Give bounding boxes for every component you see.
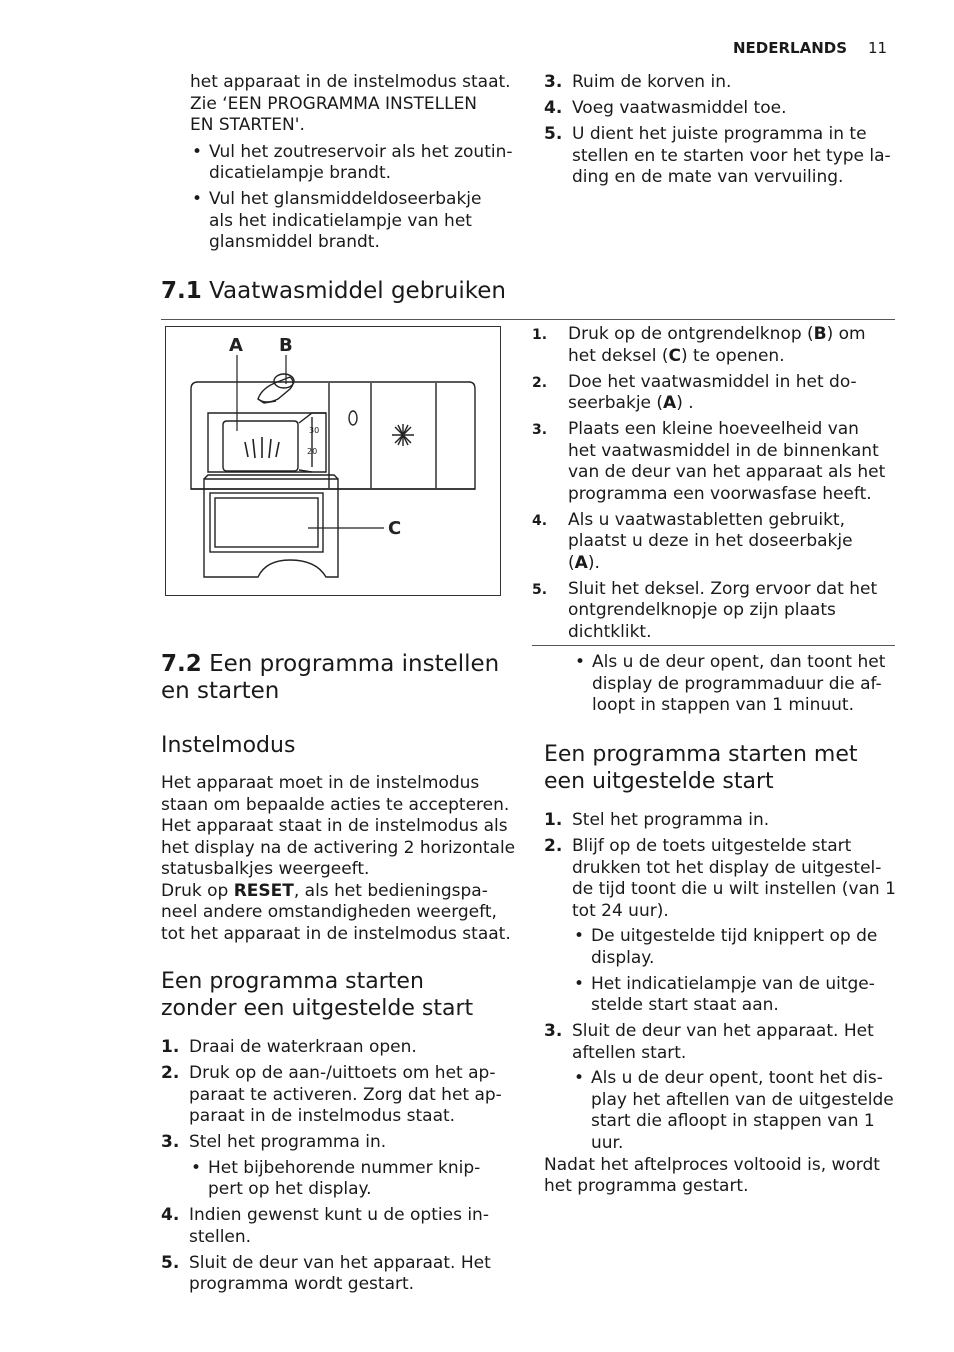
text-line: • Als u de deur opent, toont het dis- xyxy=(591,1068,883,1088)
text-line: dicatielampje brandt. xyxy=(209,163,392,183)
section-title-text: Een programma instellen xyxy=(209,651,500,677)
section-number: 7.2 xyxy=(161,651,202,677)
text-line: display. xyxy=(591,947,655,968)
text-line: stelde start staat aan. xyxy=(591,995,779,1015)
text-line: Sluit de deur van het apparaat. Het xyxy=(189,1252,491,1273)
text-line: ding en de mate van vervuiling. xyxy=(572,167,844,187)
text-line: Indien gewenst kunt u de opties in- xyxy=(189,1205,489,1225)
text-line: staan om bepaalde acties te accepteren. xyxy=(161,794,510,815)
text-line: start die afloopt in stappen van 1 xyxy=(591,1111,875,1131)
text-line: seerbakje (A) . xyxy=(568,393,694,413)
text-line: Het apparaat moet in de instelmodus xyxy=(161,773,480,793)
list-item xyxy=(573,652,903,717)
text-line: het deksel (C) te openen. xyxy=(568,345,785,366)
list-item xyxy=(544,124,904,189)
text-line: programma wordt gestart. xyxy=(189,1274,415,1294)
text-line: stellen. xyxy=(189,1226,252,1247)
met-heading: Een programma starten met een uitgestelde start xyxy=(544,742,858,794)
text-line: Druk op RESET, als het bedieningspa- xyxy=(161,880,488,901)
header-page-number: 11 xyxy=(868,39,888,57)
instelmodus-body xyxy=(161,773,531,945)
list-item xyxy=(190,189,520,254)
text-line: (A). xyxy=(568,552,600,573)
step-number: 2. xyxy=(532,374,548,391)
section-rule xyxy=(532,645,895,646)
text-line: Doe het vaatwasmiddel in het do- xyxy=(568,371,857,392)
step-number: 3. xyxy=(544,72,563,92)
list-item xyxy=(161,1205,531,1248)
figure-label-c: C xyxy=(388,518,402,539)
zonder-heading: Een programma starten zonder een uitgestelde start xyxy=(161,969,474,1021)
step-number: 5. xyxy=(532,581,548,598)
list-item xyxy=(544,98,904,120)
step-number: 4. xyxy=(544,98,563,118)
detergent-dispenser-figure xyxy=(165,326,501,596)
intro-line: Zie ‘EEN PROGRAMMA INSTELLEN xyxy=(190,93,478,114)
list-item xyxy=(532,324,902,367)
step-number: 2. xyxy=(161,1063,180,1083)
text-line: stellen en te starten voor het type la- xyxy=(572,145,891,166)
step-number: 4. xyxy=(532,512,548,529)
section-title-text: en starten xyxy=(161,678,280,704)
intro-left xyxy=(190,72,520,258)
text-line: het vaatwasmiddel in de binnenkant xyxy=(568,440,879,461)
text-line: het display na de activering 2 horizontale xyxy=(161,837,516,858)
text-line: van de deur van het apparaat als het xyxy=(568,462,886,482)
step-number: 3. xyxy=(544,1021,563,1041)
step-number: 3. xyxy=(532,422,548,438)
text-line: Sluit het deksel. Zorg ervoor dat het xyxy=(568,578,878,599)
text-line: het programma gestart. xyxy=(544,1176,749,1196)
text-line: programma een voorwasfase heeft. xyxy=(568,483,872,504)
detergent-symbol xyxy=(245,437,279,458)
list-item xyxy=(544,72,904,94)
text-line: • Het indicatielampje van de uitge- xyxy=(591,973,875,994)
intro-bullets xyxy=(190,142,520,254)
text-line: loopt in stappen van 1 minuut. xyxy=(592,695,854,715)
text-line: als het indicatielampje van het xyxy=(209,210,472,231)
text-line: ontgrendelknopje op zijn plaats xyxy=(568,600,836,620)
list-item xyxy=(532,419,902,505)
list-item xyxy=(189,1158,531,1201)
list-item xyxy=(572,974,904,1017)
intro-line: EN STARTEN'. xyxy=(190,115,305,135)
text-line: play het aftellen van de uitgestelde xyxy=(591,1089,894,1110)
text-line: statusbalkjes weergeeft. xyxy=(161,859,370,879)
text-line: • De uitgestelde tijd knippert op de xyxy=(591,926,878,946)
step-number: 1. xyxy=(161,1037,180,1057)
list-item xyxy=(161,1063,531,1128)
text-line: tot 24 uur). xyxy=(572,900,669,921)
list-item xyxy=(161,1253,531,1296)
text-line: paraat te activeren. Zorg dat het ap- xyxy=(189,1084,502,1105)
text-line: paraat in de instelmodus staat. xyxy=(189,1106,456,1126)
header-language: NEDERLANDS xyxy=(733,39,848,57)
step-number: 1. xyxy=(544,810,563,830)
text-line: Voeg vaatwasmiddel toe. xyxy=(572,98,787,118)
text-line: Stel het programma in. xyxy=(189,1132,387,1152)
section-7-1-title xyxy=(161,277,506,305)
text-line: Druk op de ontgrendelknop (B) om xyxy=(568,324,866,344)
scale-label-30: 30 xyxy=(309,426,320,435)
text-line: tot het apparaat in de instelmodus staat. xyxy=(161,923,511,944)
list-item xyxy=(532,579,902,644)
scale-label-20: 20 xyxy=(307,447,318,456)
text-line: dichtklikt. xyxy=(568,621,652,642)
text-line: Draai de waterkraan open. xyxy=(189,1037,417,1057)
intro-line: het apparaat in de instelmodus staat. xyxy=(190,72,511,92)
text-line: neel andere omstandigheden weergeft, xyxy=(161,902,497,922)
text-line: Nadat het aftelproces voltooid is, wordt xyxy=(544,1154,880,1175)
text-line: Het apparaat staat in de instelmodus als xyxy=(161,816,508,836)
text-line: Blijf op de toets uitgestelde start xyxy=(572,836,852,856)
right-bullet xyxy=(573,652,903,721)
dispenser-illustration xyxy=(166,327,500,595)
text-line: • Vul het zoutreservoir als het zoutin- xyxy=(209,141,513,162)
text-line: drukken tot het display de uitgestel- xyxy=(572,857,882,878)
text-line: • Vul het glansmiddeldoseerbakje xyxy=(209,189,482,209)
text-line: Ruim de korven in. xyxy=(572,72,732,92)
zonder-steps xyxy=(161,1037,531,1300)
rinse-aid-symbol xyxy=(392,424,414,446)
list-item xyxy=(161,1132,531,1201)
text-line: Sluit de deur van het apparaat. Het xyxy=(572,1021,874,1041)
list-item xyxy=(532,510,902,575)
text-line: • Als u de deur opent, dan toont het xyxy=(592,652,886,672)
met-steps xyxy=(544,810,904,1198)
list-item xyxy=(544,810,904,832)
figure-label-b: B xyxy=(279,335,293,356)
step-number: 3. xyxy=(161,1132,180,1152)
intro-right xyxy=(544,72,904,193)
text-line: Stel het programma in. xyxy=(572,810,770,830)
step-number: 5. xyxy=(161,1252,180,1273)
text-line: Druk op de aan-/uittoets om het ap- xyxy=(189,1063,496,1083)
section-rule xyxy=(161,319,895,320)
step-number: 4. xyxy=(161,1205,180,1225)
text-line: • Het bijbehorende nummer knip- xyxy=(208,1157,481,1178)
list-item xyxy=(161,1037,531,1059)
list-item xyxy=(532,372,902,415)
list-item xyxy=(572,926,904,969)
figure-label-a: A xyxy=(229,335,243,356)
step-number: 1. xyxy=(532,327,548,343)
text-line: Plaats een kleine hoeveelheid van xyxy=(568,419,859,439)
leader-lines xyxy=(237,355,384,528)
text-line: uur. xyxy=(591,1132,624,1153)
text-line: U dient het juiste programma in te xyxy=(572,124,867,144)
text-line: pert op het display. xyxy=(208,1179,372,1199)
list-item xyxy=(572,1068,904,1154)
list-item xyxy=(544,836,904,1017)
instelmodus-heading: Instelmodus xyxy=(161,733,296,758)
step-number: 5. xyxy=(544,124,563,144)
text-line: de tijd toont die u wilt instellen (van 1 xyxy=(572,879,896,899)
section-title-text: Vaatwasmiddel gebruiken xyxy=(209,278,506,304)
step-number: 2. xyxy=(544,836,563,856)
text-line: aftellen start. xyxy=(572,1042,687,1063)
text-line: plaatst u deze in het doseerbakje xyxy=(568,531,853,551)
section-7-1-steps xyxy=(532,324,902,648)
list-item xyxy=(190,142,520,185)
text-line: glansmiddel brandt. xyxy=(209,232,380,252)
section-number: 7.1 xyxy=(161,278,202,304)
section-7-2-title xyxy=(161,651,499,705)
text-line: Als u vaatwastabletten gebruikt, xyxy=(568,509,845,530)
text-line: display de programmaduur die af- xyxy=(592,673,882,694)
list-item xyxy=(544,1021,904,1154)
